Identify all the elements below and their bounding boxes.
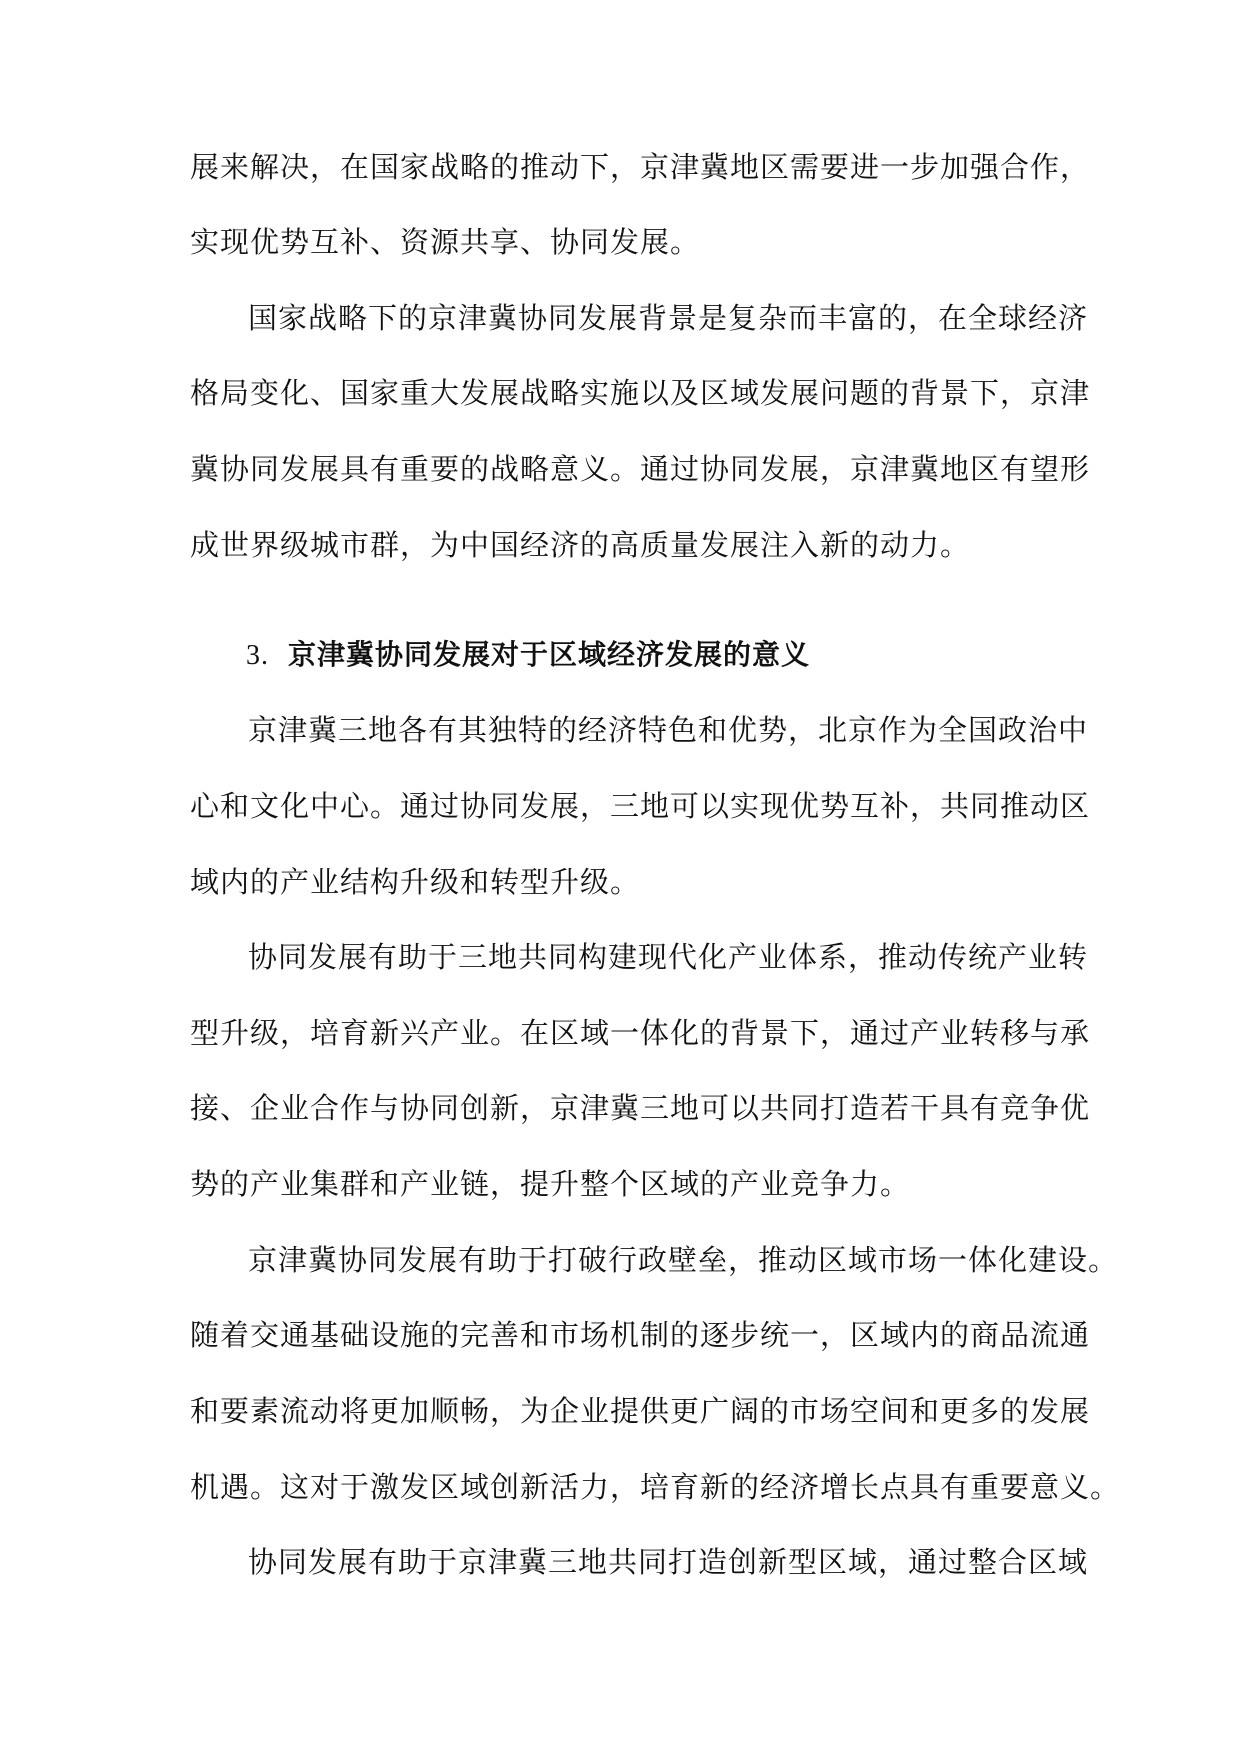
section-title: 京津冀协同发展对于区域经济发展的意义 [288, 638, 811, 671]
paragraph-line: 协同发展有助于三地共同构建现代化产业体系，推动传统产业转 [248, 940, 1089, 974]
paragraph-line: 域内的产业结构升级和转型升级。 [190, 865, 641, 899]
paragraph-line: 型升级，培育新兴产业。在区域一体化的背景下，通过产业转移与承 [190, 1016, 1091, 1050]
paragraph-line: 格局变化、国家重大发展战略实施以及区域发展问题的背景下，京津 [190, 376, 1091, 410]
paragraph-line: 展来解决，在国家战略的推动下，京津冀地区需要进一步加强合作， [190, 150, 1091, 184]
paragraph-line: 随着交通基础设施的完善和市场机制的逐步统一，区域内的商品流通 [190, 1318, 1091, 1352]
paragraph-line: 机遇。这对于激发区域创新活力，培育新的经济增长点具有重要意义。 [190, 1470, 1121, 1504]
paragraph-line: 协同发展有助于京津冀三地共同打造创新型区域，通过整合区域 [248, 1545, 1089, 1579]
paragraph-line: 京津冀协同发展有助于打破行政壁垒，推动区域市场一体化建设。 [248, 1243, 1119, 1277]
paragraph-line: 京津冀三地各有其独特的经济特色和优势，北京作为全国政治中 [248, 713, 1089, 747]
paragraph-line: 势的产业集群和产业链，提升整个区域的产业竞争力。 [190, 1167, 911, 1201]
section-number: 3. [246, 640, 269, 671]
paragraph-line: 接、企业合作与协同创新，京津冀三地可以共同打造若干具有竞争优 [190, 1091, 1091, 1125]
section-heading [246, 635, 810, 675]
paragraph-line: 心和文化中心。通过协同发展，三地可以实现优势互补，共同推动区 [190, 789, 1091, 823]
paragraph-line: 和要素流动将更加顺畅，为企业提供更广阔的市场空间和更多的发展 [190, 1394, 1091, 1428]
paragraph-line: 实现优势互补、资源共享、协同发展。 [190, 225, 701, 259]
paragraph-line: 国家战略下的京津冀协同发展背景是复杂而丰富的，在全球经济 [248, 301, 1089, 335]
paragraph-line: 冀协同发展具有重要的战略意义。通过协同发展，京津冀地区有望形 [190, 452, 1091, 486]
paragraph-line: 成世界级城市群，为中国经济的高质量发展注入新的动力。 [190, 528, 971, 562]
